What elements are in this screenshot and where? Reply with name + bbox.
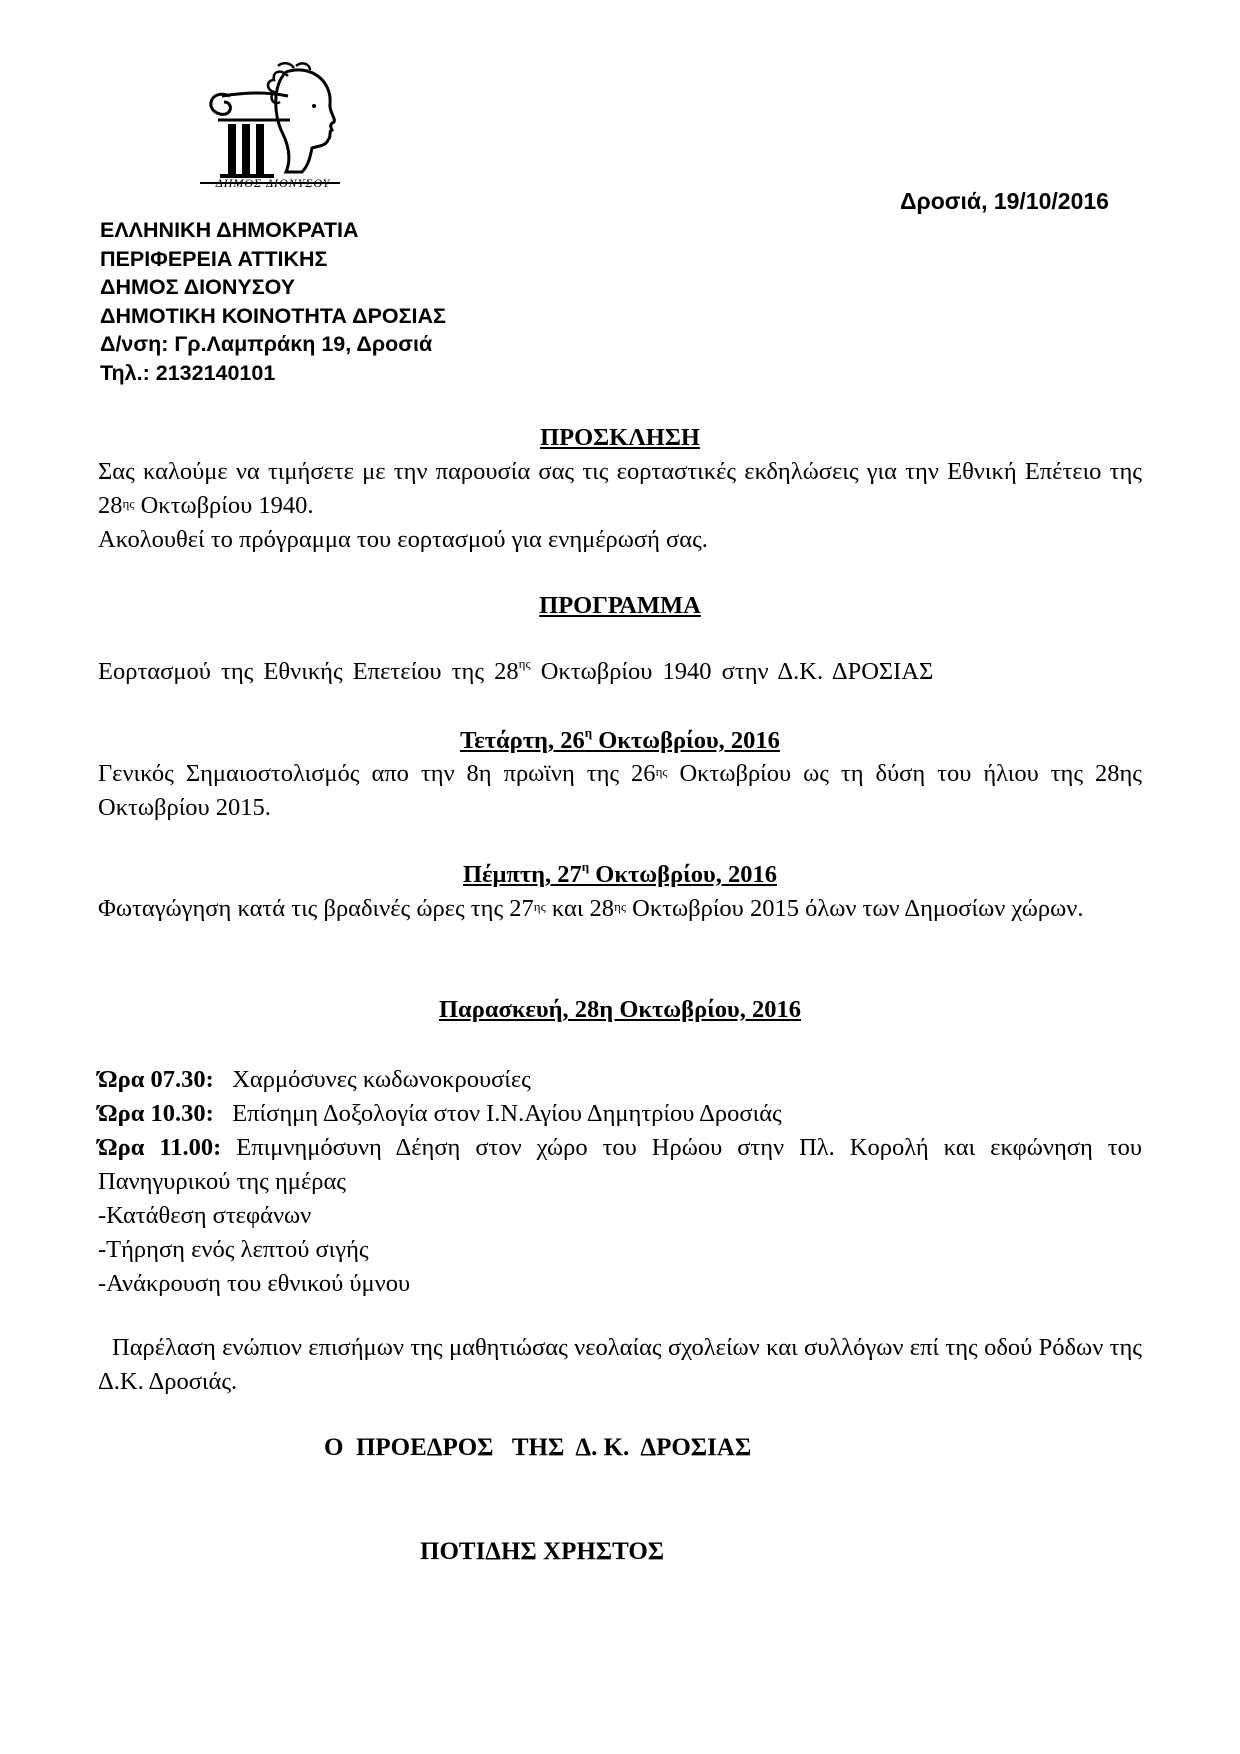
signatory-role: Ο ΠΡΟΕΔΡΟΣ ΤΗΣ Δ. Κ. ΔΡΟΣΙΑΣ <box>324 1434 752 1461</box>
header-phone: Τηλ.: 2132140101 <box>100 360 276 385</box>
parade-paragraph: Παρέλαση ενώπιον επισήμων της μαθητιώσας νεολαίας σχολείων και συλλόγων επί της οδού Ρόδων της Δ.Κ. Δροσιάς. <box>98 1334 1142 1395</box>
schedule-item: Ώρα 10.30: Επίσημη Δοξολογία στον Ι.Ν.Αγίου Δημητρίου Δροσιάς <box>98 1100 782 1127</box>
logo-caption: ΔΗΜΟΣ ΔΙΟΝΥΣΟΥ <box>215 176 331 190</box>
day2-heading: Πέμπτη, $27^\eta$ Οκτωβρίου, 2016 <box>462 859 777 888</box>
header-address: Δ/νση: Γρ.Λαμπράκη 19, Δροσιά <box>100 332 433 356</box>
invitation-paragraph-2: Ακολουθεί το πρόγραμμα του εορτασμού για ενημέρωσή σας. <box>98 526 708 553</box>
signatory-name: ΠΟΤΙΔΗΣ ΧΡΗΣΤΟΣ <box>420 1538 665 1565</box>
header-line: ΔΗΜΟΣ ΔΙΟΝΥΣΟΥ <box>100 275 296 299</box>
issuer-header <box>100 216 446 387</box>
day2-text: Φωταγώγηση κατά τις βραδινές ώρες της $27^{\eta\varsigma}$ και $28^{\eta\varsigma}$ Οκτωβρίου 2015 όλων των Δημοσίων χώρων. <box>98 895 1084 922</box>
day1-text: Γενικός Σημαιοστολισμός απο την 8η πρωϊνη της $26^{\eta\varsigma}$ Οκτωβρίου ως τη δύση του ήλιου της 28ης Οκτωβρίου 2015. <box>98 760 1142 821</box>
list-item: -Τήρηση ενός λεπτού σιγής <box>98 1236 369 1263</box>
invitation-paragraph: Σας καλούμε να τιμήσετε με την παρουσία σας τις εορταστικές εκδηλώσεις για την Εθνική Επέτειο της $28^{\eta\varsigma}$ Οκτωβρίου 1940. <box>98 458 1142 519</box>
program-title: ΠΡΟΓΡΑΜΜΑ <box>539 592 701 619</box>
schedule-item: Ώρα 11.00: Επιμνημόσυνη Δέηση στον χώρο του Ηρώου στην Πλ. Κορολή και εκφώνηση του Πανηγυρικού της ημέρας <box>98 1134 1142 1195</box>
header-line: ΠΕΡΙΦΕΡΕΙΑ ΑΤΤΙΚΗΣ <box>100 246 328 271</box>
day3-heading: Παρασκευή, 28η Οκτωβρίου, 2016 <box>438 996 802 1023</box>
schedule-item: Ώρα 07.30: Χαρμόσυνες κωδωνοκρουσίες <box>98 1066 531 1093</box>
list-item: -Κατάθεση στεφάνων <box>98 1202 312 1229</box>
day1-heading: Τετάρτη, $26^\eta$ Οκτωβρίου, 2016 <box>460 725 780 754</box>
program-subtitle: Εορτασμού της Εθνικής Επετείου της $28^{\eta\varsigma}$ Οκτωβρίου 1940 στην Δ.Κ. ΔΡΟΣΙΑΣ <box>98 656 934 685</box>
header-line: ΕΛΛΗΝΙΚΗ ΔΗΜΟΚΡΑΤΙΑ <box>100 218 359 242</box>
invitation-title: ΠΡΟΣΚΛΗΣΗ <box>540 424 700 451</box>
header-line: ΔΗΜΟΤΙΚΗ ΚΟΙΝΟΤΗΤΑ ΔΡΟΣΙΑΣ <box>100 303 446 328</box>
list-item: -Ανάκρουση του εθνικού ύμνου <box>98 1270 411 1297</box>
document-date: Δροσιά, 19/10/2016 <box>900 188 1109 214</box>
